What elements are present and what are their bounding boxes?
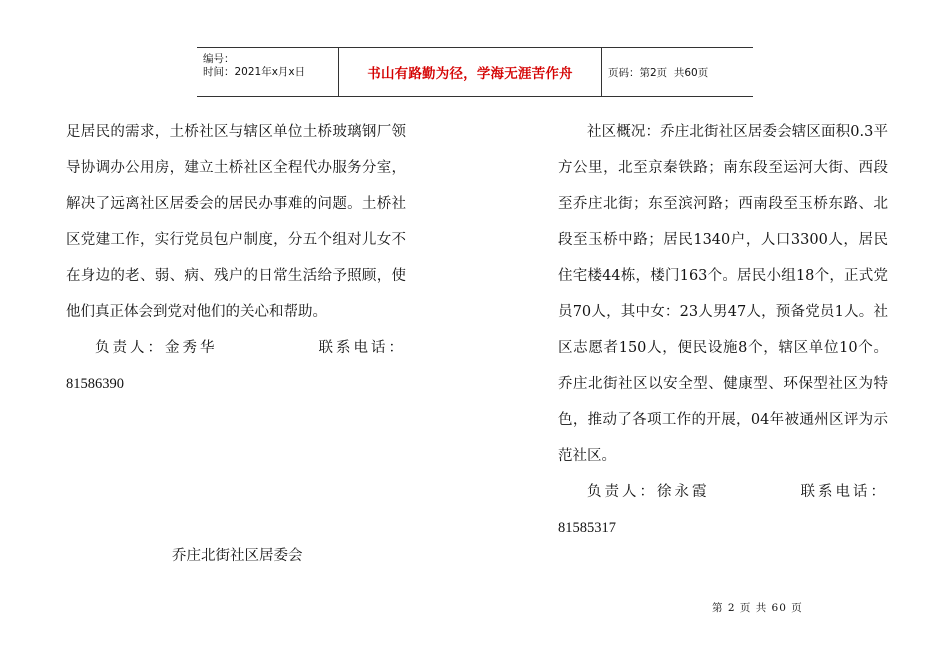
right-paragraph: 社区概况：乔庄北街社区居委会辖区面积0.3平方公里，北至京秦铁路；南东段至运河大街、西段至乔庄北街；东至滨河路；西南段至玉桥东路、北段至玉桥中路；居民1340户，人口3300人，居民住宅楼44栋，楼门163个。居民小组18个，正式党员70人，其中女：23人男47人，预备党员1人。社区志愿者150人，便民设施8个，辖区单位10个。乔庄北街社区以安全型、健康型、环保型社区为特色，推动了各项工作的开展，04年被通州区评为示范社区。 bbox=[558, 124, 888, 464]
left-phone-label: 联系电话： bbox=[318, 340, 406, 356]
time-label: 时间：2021年x月x日 bbox=[203, 66, 306, 78]
serial-label: 编号： bbox=[203, 53, 235, 65]
right-contact-line bbox=[558, 474, 888, 510]
left-contact-line bbox=[66, 330, 406, 366]
header-meta bbox=[197, 48, 339, 96]
right-column bbox=[558, 114, 888, 546]
left-column bbox=[66, 114, 406, 402]
left-paragraph: 足居民的需求，土桥社区与辖区单位土桥玻璃钢厂领导协调办公用房，建立土桥社区全程代办服务分室，解决了远离社区居委会的居民办事难的问题。土桥社区党建工作，实行党员包户制度，分五个组对儿女不在身边的老、弱、病、残户的日常生活给予照顾，使他们真正体会到党对他们的关心和帮助。 bbox=[66, 124, 406, 320]
right-leader-label: 负责人：徐永霞 bbox=[587, 484, 710, 500]
right-phone-number: 81585317 bbox=[558, 520, 616, 536]
header-page-info bbox=[602, 48, 753, 96]
left-leader-label: 负责人：金秀华 bbox=[95, 340, 218, 356]
header-motto: 书山有路勤为径，学海无涯苦作舟 bbox=[339, 48, 602, 96]
left-phone-number: 81586390 bbox=[66, 376, 124, 392]
header-page-label: 页码：第2页 共60页 bbox=[608, 66, 709, 79]
page-header bbox=[197, 47, 753, 97]
page-footer: 第 2 页 共 60 页 bbox=[712, 602, 803, 614]
section-title: 乔庄北街社区居委会 bbox=[172, 548, 303, 564]
right-phone-label: 联系电话： bbox=[800, 484, 888, 500]
